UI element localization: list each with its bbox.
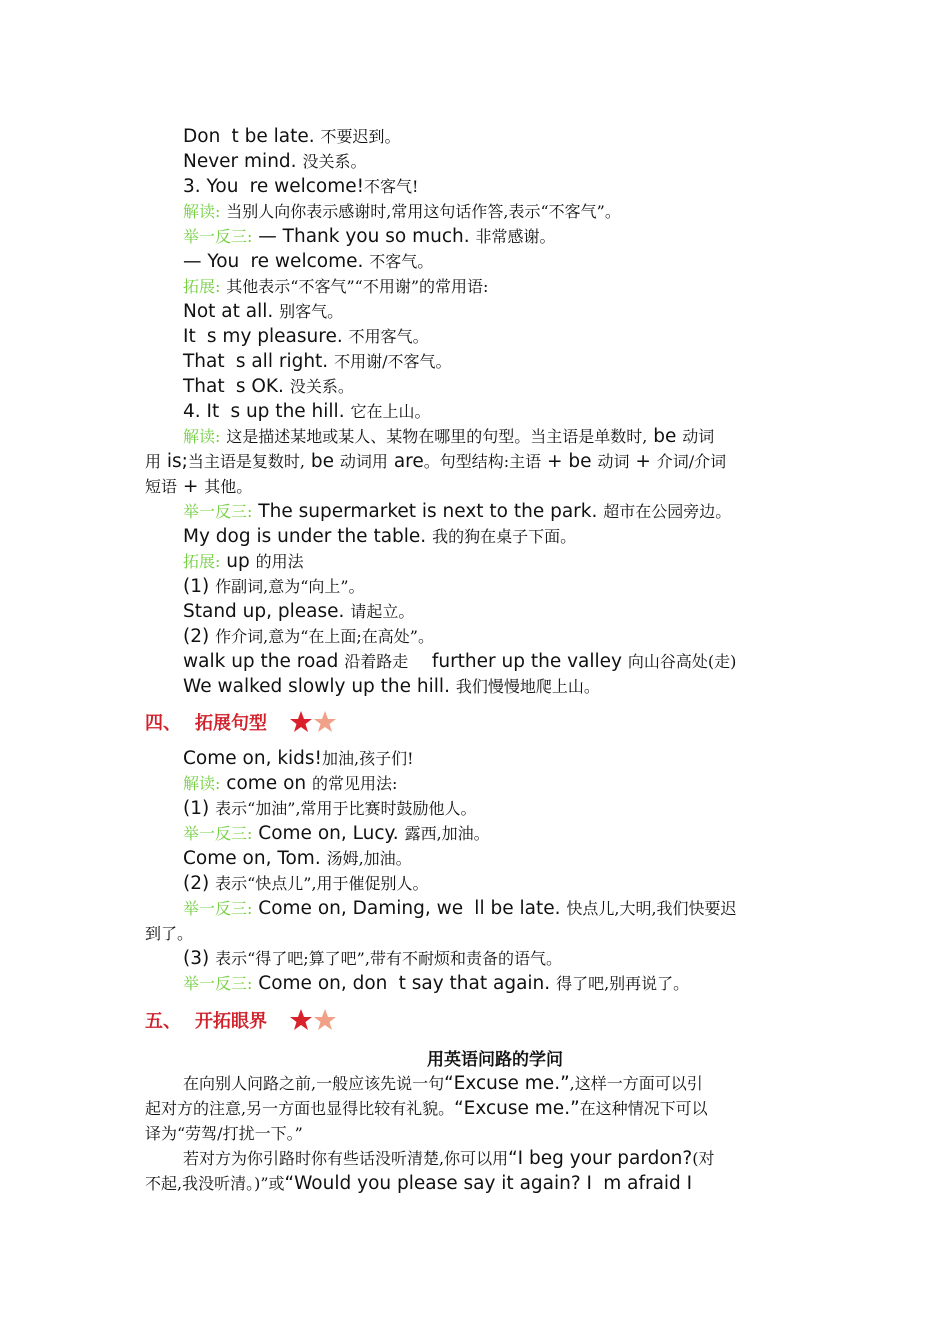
line: 解读: 这是描述某地或某人、某物在哪里的句型。当主语是单数时, be 动词 bbox=[183, 426, 715, 447]
star-icon bbox=[289, 1008, 337, 1032]
line: 3. Youre welcome!不客气! bbox=[183, 176, 419, 197]
line: — Youre welcome. 不客气。 bbox=[183, 251, 434, 272]
line: Dont be late. 不要迟到。 bbox=[183, 126, 401, 147]
line: 举一反三: The supermarket is next to the park. 超市在公园旁边。 bbox=[183, 501, 732, 522]
section-heading-5: 五、 开拓眼界 bbox=[145, 1007, 337, 1033]
line: 短语 + 其他。 bbox=[145, 476, 253, 497]
line: We walked slowly up the hill. 我们慢慢地爬上山。 bbox=[183, 676, 600, 697]
line: (1) 作副词,意为“向上”。 bbox=[183, 576, 365, 597]
line: 在向别人问路之前,一般应该先说一句“Excuse me.”,这样一方面可以引 bbox=[183, 1073, 703, 1094]
line: Come on, Tom. 汤姆,加油。 bbox=[183, 848, 412, 869]
line: Come on, kids!加油,孩子们! bbox=[183, 748, 414, 769]
line: 4. Its up the hill. 它在上山。 bbox=[183, 401, 431, 422]
line: 举一反三: Come on, dont say that again. 得了吧,别再说了。 bbox=[183, 973, 690, 994]
line: Thats OK. 没关系。 bbox=[183, 376, 354, 397]
line: 用 is;当主语是复数时, be 动词用 are。句型结构:主语 + be 动词 + 介词/介词 bbox=[145, 451, 727, 472]
line: walk up the road 沿着路走 further up the valley 向山谷高处(走) bbox=[183, 651, 737, 672]
star-icon bbox=[289, 710, 337, 734]
line: 拓展: 其他表示“不客气”“不用谢”的常用语: bbox=[183, 277, 489, 296]
line: (1) 表示“加油”,常用于比赛时鼓励他人。 bbox=[183, 798, 477, 819]
line: Stand up, please. 请起立。 bbox=[183, 601, 415, 622]
line: 解读: 当别人向你表示感谢时,常用这句话作答,表示“不客气”。 bbox=[183, 202, 621, 221]
section-heading-4: 四、 拓展句型 bbox=[145, 709, 337, 735]
rating-stars bbox=[289, 710, 337, 734]
line: 举一反三: Come on, Lucy. 露西,加油。 bbox=[183, 823, 490, 844]
line: Not at all. 别客气。 bbox=[183, 301, 344, 322]
line: 若对方为你引路时你有些话没听清楚,你可以用“I beg your pardon?(对 bbox=[183, 1148, 715, 1169]
rating-stars bbox=[289, 1008, 337, 1032]
line: Never mind. 没关系。 bbox=[183, 151, 367, 172]
line: 解读: come on 的常见用法: bbox=[183, 773, 398, 794]
line: Thats all right. 不用谢/不客气。 bbox=[183, 351, 452, 372]
line: Its my pleasure. 不用客气。 bbox=[183, 326, 429, 347]
line: 不起,我没听清。)”或“Would you please say it again? Im afraid I bbox=[145, 1173, 693, 1194]
line: (3) 表示“得了吧;算了吧”,带有不耐烦和责备的语气。 bbox=[183, 948, 562, 969]
line: 举一反三: Come on, Daming, well be late. 快点儿,大明,我们快要迟 bbox=[183, 898, 737, 919]
article-title: 用英语问路的学问 bbox=[427, 1050, 563, 1070]
line: 到了。 bbox=[145, 924, 194, 943]
line: 译为“劳驾/打扰一下。” bbox=[145, 1124, 303, 1143]
line: 拓展: up 的用法 bbox=[183, 551, 304, 572]
line: 举一反三: — Thank you so much. 非常感谢。 bbox=[183, 226, 556, 247]
line: (2) 作介词,意为“在上面;在高处”。 bbox=[183, 626, 434, 647]
line: 起对方的注意,另一方面也显得比较有礼貌。“Excuse me.”在这种情况下可以 bbox=[145, 1098, 708, 1119]
line: My dog is under the table. 我的狗在桌子下面。 bbox=[183, 526, 577, 547]
line: (2) 表示“快点儿”,用于催促别人。 bbox=[183, 873, 429, 894]
